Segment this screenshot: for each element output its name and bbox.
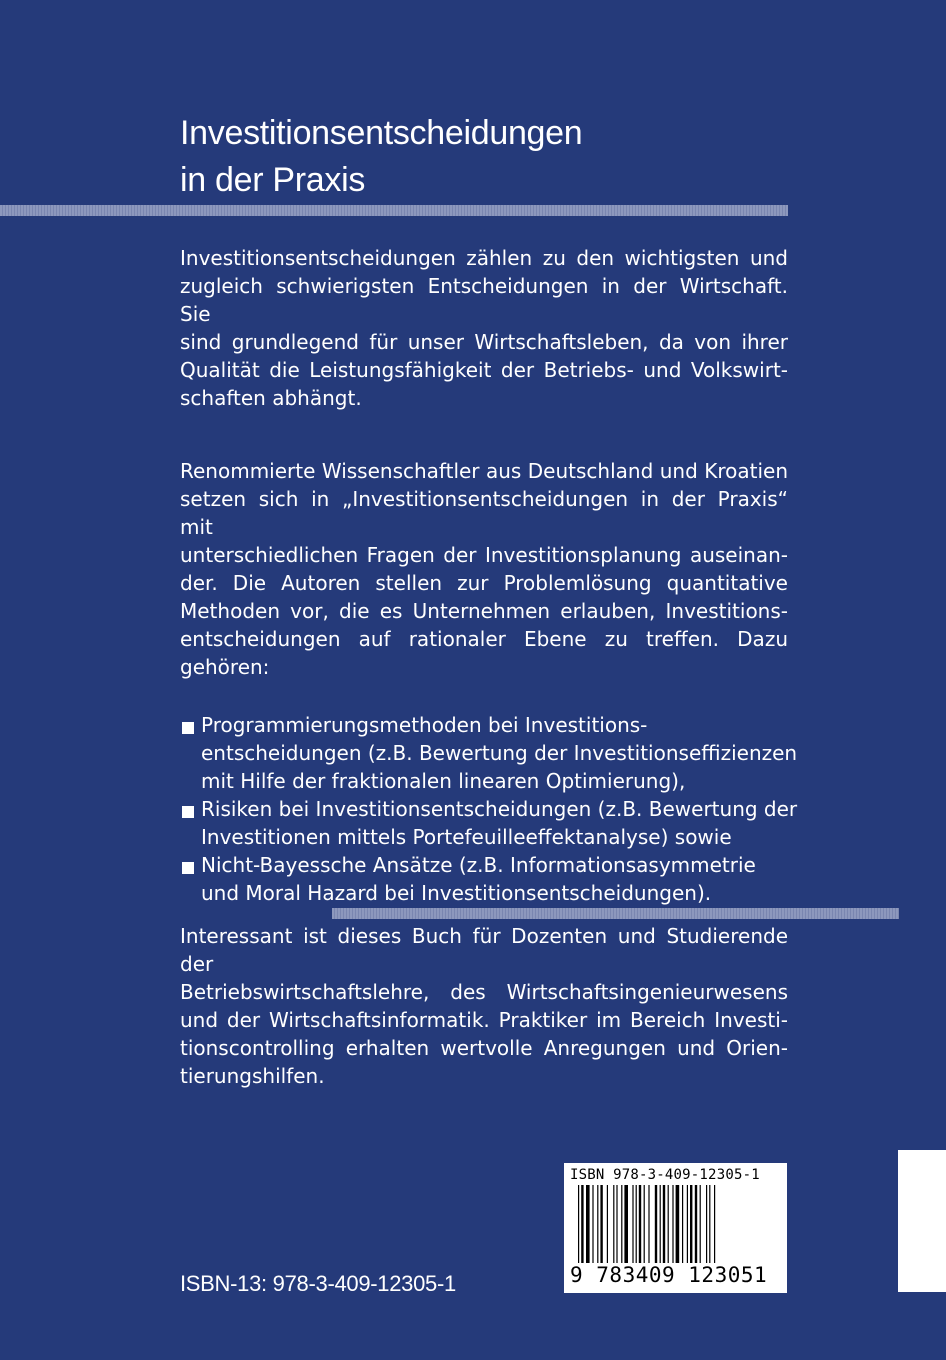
text-line: Methoden vor, die es Unternehmen erlauben, Investitions- <box>180 599 788 623</box>
barcode-bar <box>672 1185 673 1263</box>
text-line: und Moral Hazard bei Investitionsentscheidungen). <box>201 881 712 905</box>
barcode-bar <box>632 1185 633 1263</box>
topic-list <box>180 711 798 907</box>
isbn-label: ISBN-13: <box>180 1271 267 1296</box>
barcode-digits: 9 783409 123051 <box>570 1263 768 1287</box>
barcode-bar <box>592 1185 593 1263</box>
text-line: der. Die Autoren stellen zur Problemlösung quantitative <box>180 571 788 595</box>
text-line: setzen sich in „Investitionsentscheidungen in der Praxis“ mit <box>180 487 788 539</box>
text-line: Betriebswirtschaftslehre, des Wirtschaftsingenieurwesens <box>180 980 788 1004</box>
barcode-bar <box>639 1185 641 1263</box>
text-line: Investitionsentscheidungen zählen zu den wichtigsten und <box>180 246 788 270</box>
barcode-bar <box>621 1185 622 1263</box>
barcode-bar <box>636 1185 637 1263</box>
barcode-bar <box>613 1185 614 1263</box>
text-line: Qualität die Leistungsfähigkeit der Betriebs- und Volkswirt- <box>180 358 788 382</box>
text-line: Programmierungsmethoden bei Investitions- <box>201 713 648 737</box>
barcode-bar <box>616 1185 617 1263</box>
text-line: Interessant ist dieses Buch für Dozenten und Studierende der <box>180 924 788 976</box>
text-line: gehören: <box>180 655 270 679</box>
text-line: entscheidungen (z.B. Bewertung der Investitionseffizienzen <box>201 741 798 765</box>
barcode-bar <box>682 1185 683 1263</box>
square-bullet-icon <box>182 806 194 818</box>
barcode-bar <box>706 1185 707 1263</box>
book-title <box>180 110 582 204</box>
barcode-bar <box>648 1185 649 1263</box>
square-bullet-icon <box>182 722 194 734</box>
isbn-barcode <box>564 1163 787 1293</box>
barcode-bar <box>600 1185 602 1263</box>
barcode-bar <box>714 1185 715 1263</box>
barcode-bar <box>624 1185 628 1263</box>
isbn-footer <box>180 1271 456 1297</box>
barcode-bar <box>709 1185 710 1263</box>
barcode-bar <box>660 1185 661 1263</box>
text-line: und der Wirtschaftsinformatik. Praktiker im Bereich Investi- <box>180 1008 788 1032</box>
barcode-bars <box>578 1185 778 1265</box>
text-line: Risiken bei Investitionsentscheidungen (z.B. Bewertung der <box>201 797 798 821</box>
text-line: Nicht-Bayessche Ansätze (z.B. Informationsasymmetrie <box>201 853 756 877</box>
barcode-bar <box>607 1185 608 1263</box>
white-edge-tab <box>898 1150 946 1292</box>
barcode-bar <box>581 1185 583 1263</box>
square-bullet-icon <box>182 862 194 874</box>
barcode-bar <box>668 1185 669 1263</box>
barcode-bar <box>695 1185 697 1263</box>
text-line: entscheidungen auf rationaler Ebene zu treffen. Dazu <box>180 627 788 651</box>
text-line: Renommierte Wissenschaftler aus Deutschland und Kroatien <box>180 459 788 483</box>
text-line: Investitionen mittels Portefeuilleeffektanalyse) sowie <box>201 825 732 849</box>
text-line: unterschiedlichen Fragen der Investitionsplanung auseinan- <box>180 543 788 567</box>
bottom-decorative-rule <box>332 908 899 919</box>
list-item <box>180 851 788 907</box>
text-line: zugleich schwierigsten Entscheidungen in der Wirtschaft. Sie <box>180 274 788 326</box>
text-line: tierungshilfen. <box>180 1064 325 1088</box>
top-decorative-rule <box>0 205 788 216</box>
list-item <box>180 795 798 851</box>
title-line-1: Investitionsentscheidungen <box>180 114 583 152</box>
text-line: schaften abhängt. <box>180 386 362 410</box>
text-line: sind grundlegend für unser Wirtschaftsleben, da von ihrer <box>180 330 788 354</box>
blurb-text <box>180 229 798 1105</box>
barcode-bar <box>676 1185 680 1263</box>
barcode-bar <box>578 1185 579 1263</box>
barcode-bar <box>644 1185 645 1263</box>
title-line-2: in der Praxis <box>180 161 366 199</box>
text-line: mit Hilfe der fraktionalen linearen Optimierung), <box>201 769 686 793</box>
barcode-isbn-text: ISBN 978-3-409-12305-1 <box>570 1167 760 1183</box>
list-item <box>180 711 798 795</box>
barcode-bar <box>663 1185 665 1263</box>
barcode-bar <box>690 1185 692 1263</box>
barcode-bar <box>586 1185 590 1263</box>
barcode-bar <box>597 1185 598 1263</box>
barcode-bar <box>687 1185 688 1263</box>
text-line: tionscontrolling erhalten wertvolle Anregungen und Orien- <box>180 1036 788 1060</box>
isbn-value: 978-3-409-12305-1 <box>272 1271 456 1296</box>
barcode-bar <box>700 1185 701 1263</box>
barcode-bar <box>655 1185 657 1263</box>
